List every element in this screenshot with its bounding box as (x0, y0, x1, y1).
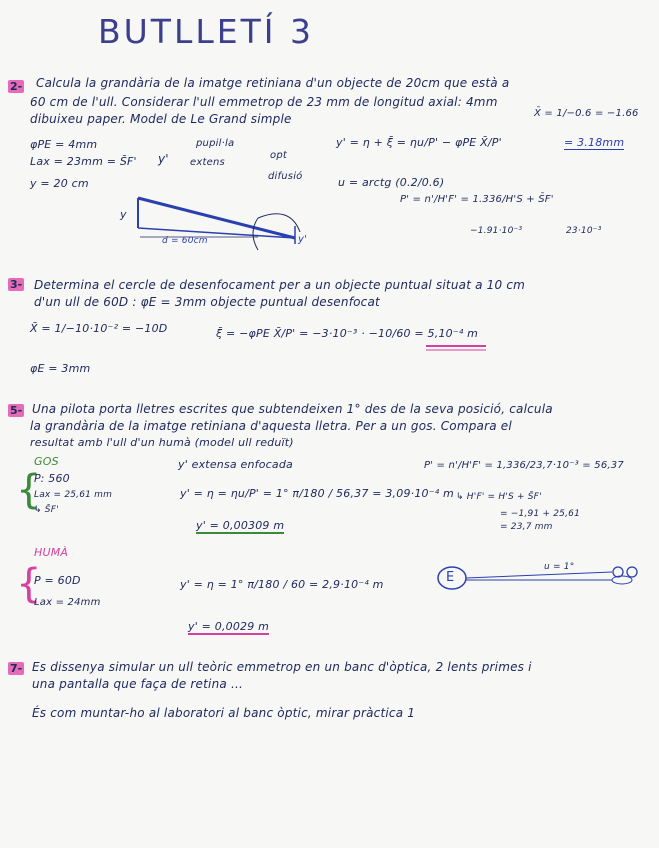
q2-y: y = 20 cm (30, 177, 89, 190)
q5-dog-lax: Lax = 25,61 mm (34, 490, 113, 500)
q2-diagram-y: y (120, 208, 127, 221)
q5-human-power: P = 60D (34, 574, 81, 587)
q5-human-result: y' = 0,0029 m (188, 620, 270, 633)
q2-brace-label: y' (158, 152, 169, 166)
q7-line-1: Es dissenya simular un ull teòric emmetrop en un banc d'òptica, 2 lents primes i (32, 660, 532, 674)
q2-power-sub-2: 23·10⁻³ (566, 226, 602, 236)
q7-line-3: És com muntar-ho al laboratori al banc òptic, mirar pràctica 1 (32, 706, 416, 720)
q5-line-2: la grandària de la imatge retiniana d'aquesta lletra. Per a un gos. Compara el (30, 419, 512, 433)
q5-brace-label: y' extensa enfocada (178, 458, 293, 471)
q2-formula: y' = η + ξ̄ = ηu/P' − φPE X̄/P' (336, 136, 502, 149)
q3-line-1: Determina el cercle de desenfocament per a un objecte puntual situat a 10 cm (34, 278, 526, 292)
q5-human-label: HUMÀ (34, 546, 69, 559)
q5-human-brace: { (16, 561, 42, 607)
q2-phipe: φPE = 4mm (30, 138, 98, 151)
q2-brace-c: opt (270, 150, 287, 161)
q3-x-definition: X̄ = 1/−10·10⁻² = −10D (30, 322, 168, 335)
question-2-number: 2- (10, 80, 23, 93)
q5-human-formula: y' = η = 1° π/180 / 60 = 2,9·10⁻⁴ m (180, 578, 384, 591)
q5-eye-letter: E (446, 570, 455, 585)
q5-dog-hf-sum: = −1,91 + 25,61 (500, 509, 581, 519)
q5-dog-label: GOS (34, 455, 59, 468)
q2-diagram-yprime: y' (298, 234, 308, 245)
page-title: BUTLLETÍ 3 (98, 12, 314, 51)
q2-lax: Lax = 23mm = S̄F' (30, 155, 137, 168)
q2-brace-d: difusió (268, 171, 303, 182)
q2-power: P' = n'/H'F' = 1.336/H'S + S̄F' (400, 194, 554, 205)
question-3-number: 3- (10, 278, 23, 291)
q2-diagram-distance: d = 60cm (162, 236, 208, 246)
q5-dog-hf: ↳ H'F' = H'S + S̄F' (456, 492, 542, 502)
q5-line-3: resultat amb l'ull d'un humà (model ull reduït) (30, 436, 294, 449)
q2-line-1: Calcula la grandària de la imatge retiniana d'un objecte de 20cm que està a (36, 76, 510, 90)
q3-formula: ξ̄ = −φPE X̄/P' = −3·10⁻³ · −10/60 = 5,10⁻⁴ m (216, 327, 479, 340)
q5-eye-angle: u = 1° (544, 562, 575, 572)
q2-brace-a: pupil·la (196, 138, 235, 149)
q2-angle: u = arctg (0.2/0.6) (338, 176, 445, 189)
q2-power-sub-1: −1.91·10⁻³ (470, 226, 523, 236)
q5-dog-result: y' = 0,00309 m (196, 519, 285, 532)
q2-line-2: 60 cm de l'ull. Considerar l'ull emmetrop de 23 mm de longitud axial: 4mm (30, 95, 498, 109)
q3-phi: φE = 3mm (30, 362, 91, 375)
q5-dog-power: P: 560 (34, 472, 70, 485)
q5-dog-formula: y' = η = ηu/P' = 1° π/180 / 56,37 = 3,09·10⁻⁴ m (180, 487, 454, 500)
q5-line-1: Una pilota porta lletres escrites que subtendeixen 1° des de la seva posició, calcula (32, 402, 553, 416)
question-5-number: 5- (10, 404, 23, 417)
q7-line-2: una pantalla que faça de retina ... (32, 677, 243, 691)
q2-line-3: dibuixeu paper. Model de Le Grand simple (30, 112, 292, 126)
q2-result: = 3.18mm (564, 136, 625, 149)
q5-dog-brace: { (16, 467, 42, 513)
q5-dog-hf-result: = 23,7 mm (500, 522, 553, 532)
q2-brace-b: extens (190, 157, 225, 168)
q3-line-2: d'un ull de 60D : φE = 3mm objecte puntual desenfocat (34, 295, 380, 309)
q5-human-lax: Lax = 24mm (34, 597, 101, 608)
q5-dog-sf: ↳ S̄F' (34, 505, 59, 515)
q5-dog-power-detail: P' = n'/H'F' = 1,336/23,7·10⁻³ = 56,37 (424, 460, 624, 471)
q2-x-value: X̄ = 1/−0.6 = −1.66 (534, 108, 639, 119)
question-7-number: 7- (10, 662, 23, 675)
